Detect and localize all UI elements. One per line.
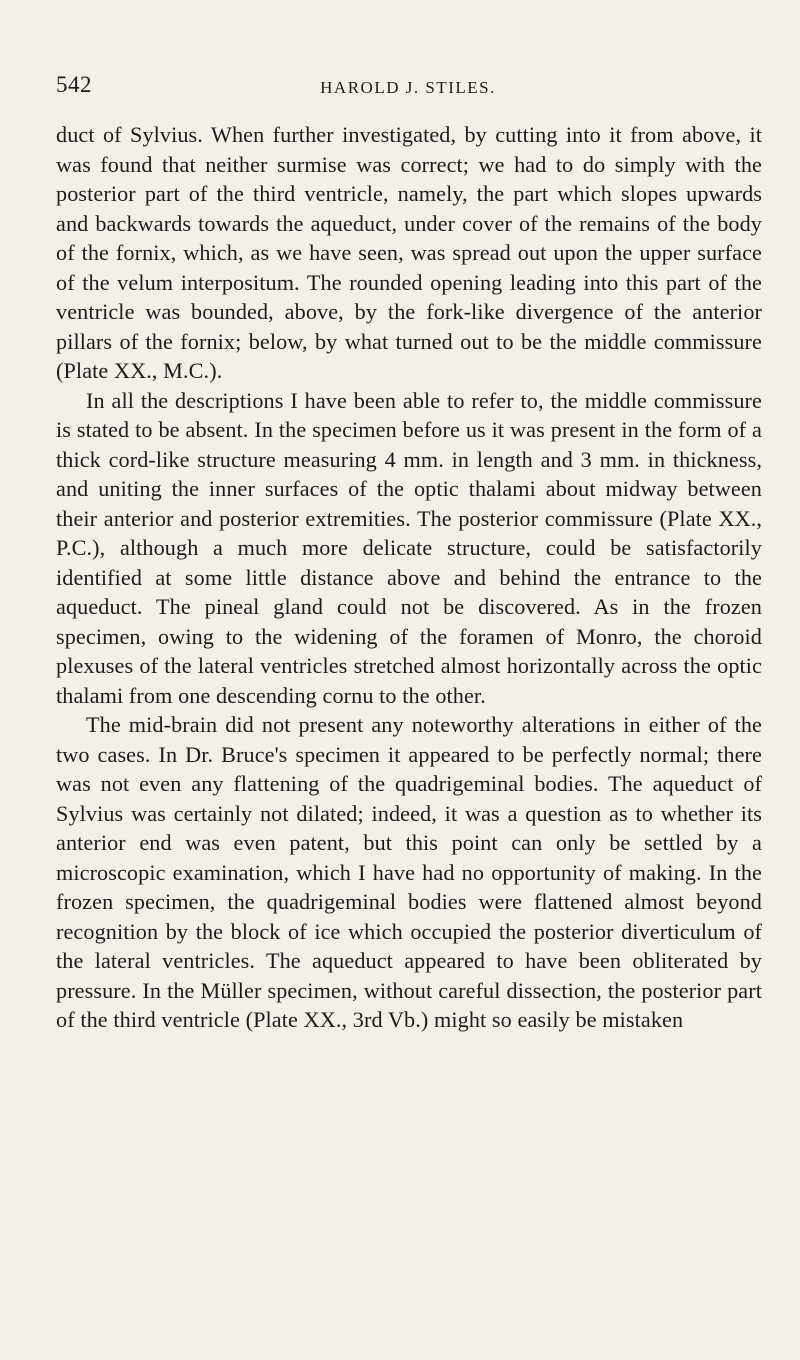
running-title: HAROLD J. STILES. (320, 78, 496, 97)
paragraph-continued: duct of Sylvius. When further investigated, by cutting into it from above, it was found that neither surmise was correct; we had to do simply with the posterior part of the third ventricle, namely, the part which slopes upwards and backwards towards the aqueduct, under cover of the remains of the body of the fornix, which, as we have seen, was spread out upon the upper surface of the velum interpositum. The rounded opening leading into this part of the ventricle was bounded, above, by the fork-like divergence of the anterior pillars of the fornix; below, by what turned out to be the middle commissure (Plate XX., M.C.). (56, 122, 762, 383)
running-head (56, 72, 760, 108)
body-text (56, 120, 762, 1035)
page-number: 542 (56, 72, 92, 97)
paragraph-middle-commissure: In all the descriptions I have been able to refer to, the middle commissure is stated to be absent. In the specimen before us it was present in the form of a thick cord-like structure measuring 4 mm. in length and 3 mm. in thickness, and uniting the inner surfaces of the optic thalami about midway between their anterior and posterior extremities. The posterior commissure (Plate XX., P.C.), although a much more delicate structure, could be satisfactorily identified at some little distance above and behind the entrance to the aqueduct. The pineal gland could not be discovered. As in the frozen specimen, owing to the widening of the foramen of Monro, the choroid plexuses of the lateral ventricles stretched almost horizontally across the optic thalami from one descending cornu to the other. (56, 387, 762, 708)
paragraph-mid-brain: The mid-brain did not present any noteworthy alterations in either of the two cases. In Dr. Bruce's specimen it appeared to be perfectly normal; there was not even any flattening of the quadrigeminal bodies. The aqueduct of Sylvius was certainly not dilated; indeed, it was a question as to whether its anterior end was even patent, but this point can only be settled by a microscopic examination, which I have had no opportunity of making. In the frozen specimen, the quadrigeminal bodies were flattened almost beyond recognition by the block of ice which occupied the posterior diverticulum of the lateral ventricles. The aqueduct appeared to have been obliterated by pressure. In the Müller specimen, without careful dissection, the posterior part of the third ventricle (Plate XX., 3rd Vb.) might so easily be mistaken (56, 712, 762, 1032)
